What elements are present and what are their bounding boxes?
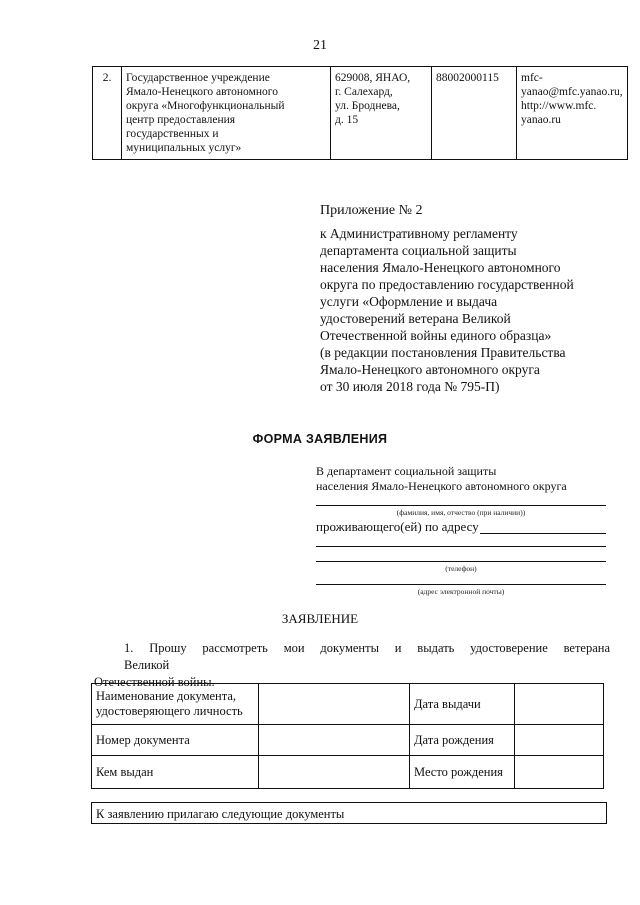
phone-field-line[interactable] — [316, 561, 606, 562]
table-row — [92, 756, 604, 789]
issue-date-label: Дата выдачи — [410, 684, 515, 725]
statement-paragraph: 1. Прошу рассмотреть мои документы и выдать удостоверение ветерана Великой Отечественной войны. — [94, 641, 610, 689]
statement-title: ЗАЯВЛЕНИЕ — [281, 611, 359, 626]
table-row — [92, 725, 604, 756]
addressee: В департамент социальной защиты населения Ямало-Ненецкого автономного округа — [316, 464, 567, 493]
address-field-line-2[interactable] — [316, 546, 606, 547]
org-contacts: mfc- yanao@mfc.yanao.ru, http://www.mfc. yanao.ru — [517, 67, 628, 160]
org-name: Государственное учреждение Ямало-Ненецкого автономного округа «Многофункциональный центр предоставления государственных и муниципальных услуг» — [122, 67, 331, 160]
birth-date-value[interactable] — [515, 725, 604, 756]
page-number: 21 — [313, 38, 327, 53]
issue-date-value[interactable] — [515, 684, 604, 725]
phone-hint: (телефон) — [445, 564, 477, 573]
name-field-line[interactable] — [316, 505, 606, 506]
residence-label: проживающего(ей) по адресу — [316, 519, 479, 534]
appendix-title: Приложение № 2 — [320, 203, 423, 218]
email-field-line[interactable] — [316, 584, 606, 585]
name-hint: (фамилия, имя, отчество (при наличии)) — [396, 508, 526, 517]
table-row — [92, 684, 604, 725]
org-phone: 88002000115 — [432, 67, 517, 160]
appendix-body: к Административному регламенту департамента социальной защиты населения Ямало-Ненецкого автономного округа по предоставлению государственной услуги «Оформление и выдача удостоверений ветерана Великой Отечественной войны единого образца» (в редакции постановления Правительства Ямало-Ненецкого автономного округа от 30 июля 2018 года № 795-П) — [320, 226, 574, 394]
org-address: 629008, ЯНАО, г. Салехард, ул. Броднева, д. 15 — [331, 67, 432, 160]
email-hint: (адрес электронной почты) — [417, 587, 505, 596]
attachments-box[interactable]: К заявлению прилагаю следующие документы — [91, 802, 607, 824]
address-field-line-1[interactable] — [480, 533, 606, 534]
issued-by-value[interactable] — [259, 756, 410, 789]
issued-by-label: Кем выдан — [92, 756, 259, 789]
form-title: ФОРМА ЗАЯВЛЕНИЯ — [252, 432, 388, 446]
doc-number-label: Номер документа — [92, 725, 259, 756]
identity-document-table — [91, 683, 604, 789]
table-row — [93, 67, 628, 160]
doc-name-label: Наименование документа, удостоверяющего личность — [92, 684, 259, 725]
birth-place-label: Место рождения — [410, 756, 515, 789]
doc-number-value[interactable] — [259, 725, 410, 756]
org-table — [92, 66, 628, 160]
doc-name-value[interactable] — [259, 684, 410, 725]
org-number: 2. — [93, 67, 122, 160]
birth-date-label: Дата рождения — [410, 725, 515, 756]
birth-place-value[interactable] — [515, 756, 604, 789]
